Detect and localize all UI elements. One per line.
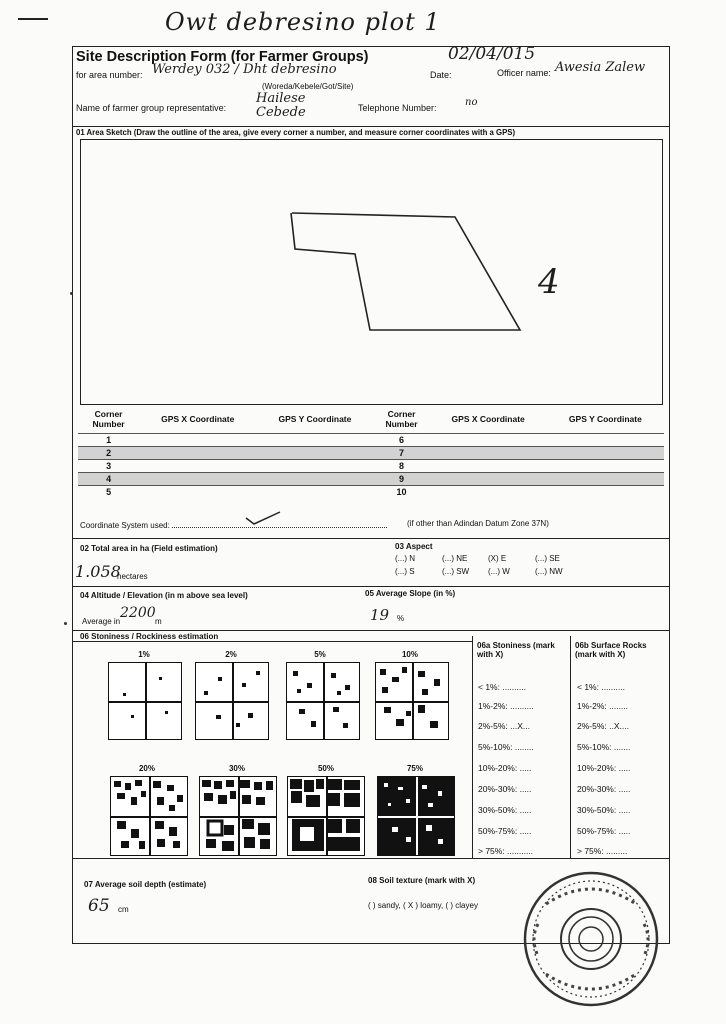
soil-depth-label: 07 Average soil depth (estimate): [84, 880, 207, 889]
area-subtitle: (Woreda/Kebele/Got/Site): [262, 82, 354, 91]
list-item: > 75%: .........: [577, 846, 628, 856]
form-title: Site Description Form (for Farmer Groups): [76, 49, 369, 65]
soil-texture-label: 08 Soil texture (mark with X): [368, 876, 476, 885]
phone-label: Telephone Number:: [358, 103, 437, 113]
gps-header-cell: Corner Number: [92, 409, 125, 429]
rock-grid-75pct: [377, 776, 455, 856]
corner-number: 7: [374, 447, 430, 460]
rep-value: Hailese Cebede: [256, 91, 306, 120]
gps-header-cell: GPS Y Coordinate: [278, 414, 352, 424]
margin-dot: [64, 622, 67, 625]
rock-label: 1%: [138, 650, 150, 659]
rock-label: 50%: [317, 764, 334, 773]
altitude-label: 04 Altitude / Elevation (in m above sea level): [80, 591, 248, 600]
aspect-option-ne: (...) NE: [442, 554, 468, 563]
gps-header-row: [78, 405, 664, 434]
table-row: [78, 473, 664, 486]
official-stamp: [516, 864, 666, 1014]
list-item: 20%-30%: .....: [577, 784, 631, 794]
sketch-outline: [0, 0, 726, 420]
aspect-option-nw: (...) NW: [535, 567, 563, 576]
gps-header-cell: Corner Number: [385, 409, 418, 429]
list-item: 1%-2%: ........: [577, 701, 629, 711]
aspect-label: 03 Aspect: [395, 542, 433, 551]
list-item: 50%-75%: .....: [577, 826, 631, 836]
rock-label: 10%: [401, 650, 418, 659]
altitude-unit: m: [155, 617, 162, 626]
corner-number: 1: [78, 434, 139, 447]
list-item: 2%-5%: ...X...: [478, 721, 530, 731]
sketch-heading: 01 Area Sketch (Draw the outline of the area, give every corner a number, and measure corner coordinates with a GPS): [76, 128, 516, 137]
divider-06: [72, 630, 670, 631]
north-mark: 4: [538, 262, 560, 302]
corner-number: 6: [374, 434, 430, 447]
aspect-option-s: (...) S: [395, 567, 415, 576]
coord-note: (if other than Adindan Datum Zone 37N): [407, 519, 549, 528]
altitude-prefix: Average in: [82, 617, 121, 626]
slope-value: 19: [370, 606, 390, 624]
rock-label: 30%: [228, 764, 245, 773]
officer-value: Awesia Zalew: [555, 60, 646, 75]
area-label: 02 Total area in ha (Field estimation): [80, 544, 218, 553]
soil-texture-options: ( ) sandy, ( X ) loamy, ( ) clayey: [368, 901, 478, 910]
phone-value: no: [465, 97, 478, 108]
table-row: [78, 447, 664, 460]
aspect-option-e: (X) E: [488, 554, 507, 563]
slope-label: 05 Average Slope (in %): [365, 589, 456, 598]
date-value: 02/04/015: [448, 44, 536, 64]
list-item: 10%-20%: .....: [478, 763, 532, 773]
list-item: > 75%: ...........: [478, 846, 534, 856]
corner-number: 2: [78, 447, 139, 460]
list-item: 10%-20%: .....: [577, 763, 631, 773]
aspect-option-se: (...) SE: [535, 554, 560, 563]
table-row: [78, 460, 664, 473]
table-row: [78, 486, 664, 499]
altitude-value: 2200: [120, 605, 156, 621]
top-handwritten-title: Owt debresino plot 1: [165, 8, 441, 36]
date-label: Date:: [430, 70, 452, 80]
divider-04: [72, 586, 670, 587]
list-item: 20%-30%: .....: [478, 784, 532, 794]
rock-grid-5pct: [286, 662, 360, 740]
aspect-option-w: (...) W: [488, 567, 510, 576]
gps-header-cell: GPS X Coordinate: [451, 414, 525, 424]
corner-number: 8: [374, 460, 430, 473]
rock-grid-50pct: [287, 776, 365, 856]
corner-number: 10: [374, 486, 430, 499]
officer-label: Officer name:: [497, 68, 551, 78]
gps-header-cell: GPS X Coordinate: [161, 414, 235, 424]
divider-02: [72, 538, 670, 539]
soil-depth-unit: cm: [118, 905, 129, 914]
col-a-title: 06a Stoniness (mark with X): [477, 641, 555, 659]
rock-grid-20pct: [110, 776, 188, 856]
list-item: < 1%: ..........: [478, 682, 526, 692]
stoniness-col-divider-1: [472, 636, 473, 858]
gps-table: [78, 405, 664, 498]
list-item: 2%-5%: ..X....: [577, 721, 629, 731]
area-number-value: Werdey 032 / Dht debresino: [152, 62, 337, 77]
rock-grid-30pct: [199, 776, 277, 856]
stoniness-bottom-rule: [72, 858, 670, 859]
list-item: 30%-50%: .....: [577, 805, 631, 815]
gps-header-cell: GPS Y Coordinate: [568, 414, 642, 424]
rep-label: Name of farmer group representative:: [76, 103, 227, 113]
rock-grid-10pct: [375, 662, 449, 740]
corner-number: 3: [78, 460, 139, 473]
list-item: 50%-75%: .....: [478, 826, 532, 836]
aspect-option-sw: (...) SW: [442, 567, 470, 576]
rock-grid-1pct: [108, 662, 182, 740]
rock-label: 2%: [225, 650, 237, 659]
stoniness-col-divider-2: [570, 636, 571, 858]
rock-label: 5%: [314, 650, 326, 659]
area-value: 1.058: [75, 562, 121, 581]
coord-check-mark: [244, 510, 284, 526]
soil-depth-value: 65: [88, 896, 110, 916]
list-item: 1%-2%: ..........: [478, 701, 534, 711]
area-unit: hectares: [117, 572, 148, 581]
rock-grid-2pct: [195, 662, 269, 740]
corner-number: 9: [374, 473, 430, 486]
coord-label: Coordinate System used:: [80, 521, 387, 530]
margin-dot: [70, 292, 73, 295]
stoniness-label: 06 Stoniness / Rockiness estimation: [80, 632, 219, 641]
slope-unit: %: [397, 614, 405, 623]
stoniness-rule: [72, 641, 472, 642]
col-b-title: 06b Surface Rocks (mark with X): [575, 641, 647, 659]
list-item: 5%-10%: .......: [577, 742, 631, 752]
rock-label: 20%: [138, 764, 155, 773]
list-item: 5%-10%: ........: [478, 742, 534, 752]
corner-number: 5: [78, 486, 139, 499]
corner-number: 4: [78, 473, 139, 486]
list-item: 30%-50%: .....: [478, 805, 532, 815]
rock-label: 75%: [406, 764, 423, 773]
area-number-label: for area number:: [76, 70, 143, 80]
table-row: [78, 434, 664, 447]
aspect-option-n: (...) N: [395, 554, 415, 563]
list-item: < 1%: ..........: [577, 682, 625, 692]
